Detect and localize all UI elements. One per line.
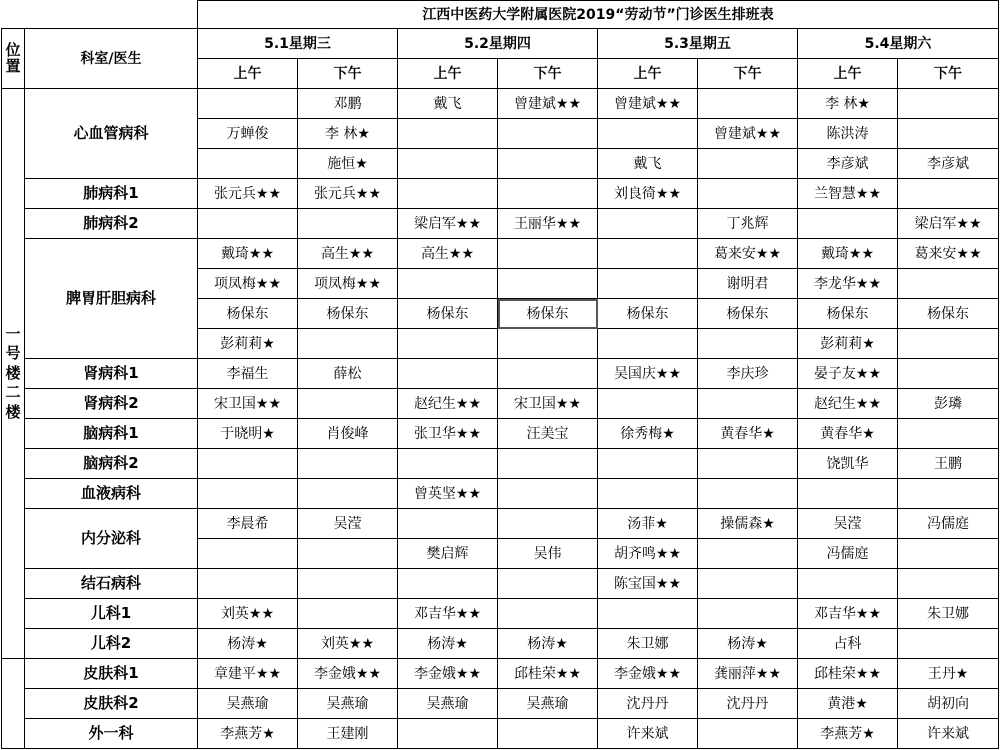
doctor-cell[interactable]: 王丽华★★	[498, 209, 598, 239]
doctor-cell[interactable]: 丁兆辉	[698, 209, 798, 239]
doctor-cell[interactable]: 刘良徛★★	[598, 179, 698, 209]
session-am: 上午	[598, 59, 698, 89]
doctor-cell[interactable]	[598, 239, 698, 269]
doctor-cell[interactable]: 杨保东	[698, 299, 798, 329]
doctor-cell[interactable]: 项凤梅★★	[298, 269, 398, 299]
doctor-cell[interactable]	[598, 269, 698, 299]
dept-name: 心血管病科	[25, 89, 198, 179]
doctor-cell[interactable]: 刘英★★	[298, 629, 398, 659]
doctor-cell[interactable]: 张元兵★★	[298, 179, 398, 209]
doctor-cell[interactable]: 项凤梅★★	[198, 269, 298, 299]
doctor-cell[interactable]: 杨保东	[798, 299, 898, 329]
doctor-cell[interactable]: 施恒★	[298, 149, 398, 179]
doctor-cell[interactable]	[698, 719, 798, 749]
doctor-cell[interactable]	[298, 539, 398, 569]
doctor-cell[interactable]: 杨涛★	[498, 629, 598, 659]
doctor-cell[interactable]: 李燕芳★	[798, 719, 898, 749]
doctor-cell[interactable]	[598, 329, 698, 359]
doctor-cell[interactable]: 曾建斌★★	[598, 89, 698, 119]
doctor-cell[interactable]	[698, 89, 798, 119]
doctor-cell[interactable]: 梁启军★★	[398, 209, 498, 239]
doctor-cell[interactable]: 吴滢	[798, 509, 898, 539]
doctor-cell[interactable]	[198, 479, 298, 509]
session-am: 上午	[198, 59, 298, 89]
doctor-cell[interactable]: 吴国庆★★	[598, 359, 698, 389]
doctor-cell[interactable]	[198, 89, 298, 119]
doctor-cell[interactable]	[798, 479, 898, 509]
doctor-cell[interactable]: 曾建斌★★	[498, 89, 598, 119]
doctor-cell[interactable]: 王丹★	[898, 659, 999, 689]
doctor-cell[interactable]: 高生★★	[298, 239, 398, 269]
schedule-row	[2, 599, 999, 629]
day-header-0: 5.1星期三	[198, 29, 398, 59]
doctor-cell[interactable]	[898, 479, 999, 509]
doctor-cell[interactable]	[898, 359, 999, 389]
doctor-cell[interactable]	[598, 479, 698, 509]
doctor-cell[interactable]	[598, 209, 698, 239]
doctor-cell[interactable]: 李龙华★★	[798, 269, 898, 299]
doctor-cell[interactable]: 赵纪生★★	[798, 389, 898, 419]
doctor-cell[interactable]	[298, 479, 398, 509]
doctor-cell[interactable]	[698, 569, 798, 599]
day-header-1: 5.2星期四	[398, 29, 598, 59]
doctor-cell[interactable]	[398, 449, 498, 479]
doctor-cell[interactable]	[198, 539, 298, 569]
schedule-row	[2, 479, 999, 509]
doctor-cell[interactable]: 戴琦★★	[198, 239, 298, 269]
doctor-cell[interactable]: 邱桂荣★★	[498, 659, 598, 689]
doctor-cell[interactable]	[398, 119, 498, 149]
schedule-row	[2, 569, 999, 599]
session-pm: 下午	[698, 59, 798, 89]
doctor-cell[interactable]	[898, 629, 999, 659]
doctor-cell[interactable]: 徐秀梅★	[598, 419, 698, 449]
floor-label: 一号楼二楼	[2, 89, 25, 659]
doctor-cell[interactable]	[398, 719, 498, 749]
doctor-cell[interactable]	[598, 119, 698, 149]
dept-name: 外一科	[25, 719, 198, 749]
doctor-cell[interactable]: 龚丽萍★★	[698, 659, 798, 689]
doctor-cell[interactable]	[898, 179, 999, 209]
doctor-cell[interactable]: 杨保东	[198, 299, 298, 329]
doctor-cell[interactable]: 王建刚	[298, 719, 398, 749]
dept-doctor-header: 科室/医生	[25, 29, 198, 89]
doctor-cell[interactable]: 李 林★	[298, 119, 398, 149]
doctor-cell[interactable]: 樊启辉	[398, 539, 498, 569]
doctor-cell[interactable]: 杨保东	[298, 299, 398, 329]
doctor-cell[interactable]: 葛来安★★	[898, 239, 999, 269]
doctor-cell[interactable]: 吴燕瑜	[198, 689, 298, 719]
doctor-cell[interactable]: 杨保东	[498, 299, 598, 329]
doctor-cell[interactable]	[498, 509, 598, 539]
schedule-body	[2, 89, 999, 749]
doctor-cell[interactable]: 万蝉俊	[198, 119, 298, 149]
doctor-cell[interactable]	[898, 329, 999, 359]
doctor-cell[interactable]: 邓吉华★★	[398, 599, 498, 629]
doctor-cell[interactable]: 冯儒庭	[798, 539, 898, 569]
schedule-row	[2, 689, 999, 719]
doctor-cell[interactable]: 李彦斌	[798, 149, 898, 179]
schedule-table	[1, 0, 999, 749]
doctor-cell[interactable]: 杨保东	[398, 299, 498, 329]
doctor-cell[interactable]: 吴伟	[498, 539, 598, 569]
doctor-cell[interactable]: 彭莉莉★	[198, 329, 298, 359]
doctor-cell[interactable]: 章建平★★	[198, 659, 298, 689]
schedule-row	[2, 239, 999, 269]
doctor-cell[interactable]	[498, 599, 598, 629]
doctor-cell[interactable]: 吴燕瑜	[298, 689, 398, 719]
doctor-cell[interactable]: 李燕芳★	[198, 719, 298, 749]
doctor-cell[interactable]: 李晨希	[198, 509, 298, 539]
doctor-cell[interactable]: 汪美宝	[498, 419, 598, 449]
day-header-row	[2, 29, 999, 59]
doctor-cell[interactable]: 李 林★	[798, 89, 898, 119]
session-pm: 下午	[298, 59, 398, 89]
doctor-cell[interactable]	[398, 269, 498, 299]
doctor-cell[interactable]: 朱卫娜	[898, 599, 999, 629]
session-pm: 下午	[498, 59, 598, 89]
doctor-cell[interactable]	[698, 479, 798, 509]
doctor-cell[interactable]: 葛来安★★	[698, 239, 798, 269]
doctor-cell[interactable]	[698, 389, 798, 419]
doctor-cell[interactable]	[398, 569, 498, 599]
doctor-cell[interactable]: 李彦斌	[898, 149, 999, 179]
doctor-cell[interactable]: 沈丹丹	[698, 689, 798, 719]
doctor-cell[interactable]: 黄春华★	[798, 419, 898, 449]
doctor-cell[interactable]: 谢明君	[698, 269, 798, 299]
doctor-cell[interactable]: 邱桂荣★★	[798, 659, 898, 689]
title-row	[2, 1, 999, 29]
dept-name: 肾病科2	[25, 389, 198, 419]
doctor-cell[interactable]	[698, 179, 798, 209]
dept-name: 血液病科	[25, 479, 198, 509]
schedule-row	[2, 89, 999, 119]
doctor-cell[interactable]: 吴燕瑜	[398, 689, 498, 719]
doctor-cell[interactable]: 梁启军★★	[898, 209, 999, 239]
doctor-cell[interactable]: 晏子友★★	[798, 359, 898, 389]
doctor-cell[interactable]	[798, 209, 898, 239]
doctor-cell[interactable]: 张元兵★★	[198, 179, 298, 209]
doctor-cell[interactable]: 戴飞	[398, 89, 498, 119]
doctor-cell[interactable]	[298, 569, 398, 599]
doctor-cell[interactable]: 杨涛★	[698, 629, 798, 659]
doctor-cell[interactable]: 肖俊峰	[298, 419, 398, 449]
doctor-cell[interactable]: 胡初向	[898, 689, 999, 719]
doctor-cell[interactable]: 杨保东	[898, 299, 999, 329]
doctor-cell[interactable]: 邓鹏	[298, 89, 398, 119]
schedule-row	[2, 629, 999, 659]
schedule-row	[2, 449, 999, 479]
doctor-cell[interactable]: 朱卫娜	[598, 629, 698, 659]
doctor-cell[interactable]: 高生★★	[398, 239, 498, 269]
doctor-cell[interactable]	[198, 569, 298, 599]
doctor-cell[interactable]	[398, 359, 498, 389]
doctor-cell[interactable]	[298, 449, 398, 479]
doctor-cell[interactable]	[498, 329, 598, 359]
dept-name: 皮肤科2	[25, 689, 198, 719]
dept-name: 内分泌科	[25, 509, 198, 569]
doctor-cell[interactable]: 宋卫国★★	[498, 389, 598, 419]
doctor-cell[interactable]: 李金娥★★	[598, 659, 698, 689]
doctor-cell[interactable]: 宋卫国★★	[198, 389, 298, 419]
table-title: 江西中医药大学附属医院2019“劳动节”门诊医生排班表	[198, 1, 999, 29]
doctor-cell[interactable]	[698, 329, 798, 359]
doctor-cell[interactable]: 于晓明★	[198, 419, 298, 449]
doctor-cell[interactable]: 吴滢	[298, 509, 398, 539]
doctor-cell[interactable]	[898, 419, 999, 449]
doctor-cell[interactable]	[498, 239, 598, 269]
dept-name: 儿科2	[25, 629, 198, 659]
doctor-cell[interactable]	[898, 539, 999, 569]
doctor-cell[interactable]: 汤菲★	[598, 509, 698, 539]
doctor-cell[interactable]	[598, 389, 698, 419]
schedule-row	[2, 659, 999, 689]
schedule-row	[2, 179, 999, 209]
doctor-cell[interactable]: 兰智慧★★	[798, 179, 898, 209]
doctor-cell[interactable]	[898, 119, 999, 149]
doctor-cell[interactable]: 操儒森★	[698, 509, 798, 539]
doctor-cell[interactable]	[398, 509, 498, 539]
doctor-cell[interactable]	[198, 449, 298, 479]
doctor-cell[interactable]	[698, 539, 798, 569]
doctor-cell[interactable]	[498, 479, 598, 509]
dept-name: 脑病科1	[25, 419, 198, 449]
doctor-cell[interactable]: 彭莉莉★	[798, 329, 898, 359]
doctor-cell[interactable]: 冯儒庭	[898, 509, 999, 539]
doctor-cell[interactable]: 戴飞	[598, 149, 698, 179]
doctor-cell[interactable]	[298, 209, 398, 239]
dept-name: 结石病科	[25, 569, 198, 599]
dept-name: 儿科1	[25, 599, 198, 629]
doctor-cell[interactable]: 李金娥★★	[298, 659, 398, 689]
doctor-cell[interactable]	[298, 329, 398, 359]
dept-name: 肾病科1	[25, 359, 198, 389]
doctor-cell[interactable]	[698, 599, 798, 629]
dept-name: 皮肤科1	[25, 659, 198, 689]
doctor-cell[interactable]: 邓吉华★★	[798, 599, 898, 629]
dept-name: 脾胃肝胆病科	[25, 239, 198, 359]
blank-corner	[2, 1, 198, 29]
doctor-cell[interactable]	[898, 269, 999, 299]
day-header-2: 5.3星期五	[598, 29, 798, 59]
doctor-cell[interactable]: 陈洪涛	[798, 119, 898, 149]
doctor-cell[interactable]: 杨涛★	[398, 629, 498, 659]
doctor-cell[interactable]: 曾建斌★★	[698, 119, 798, 149]
doctor-cell[interactable]	[498, 569, 598, 599]
doctor-cell[interactable]	[598, 449, 698, 479]
schedule-row	[2, 389, 999, 419]
doctor-cell[interactable]	[698, 449, 798, 479]
doctor-cell[interactable]	[698, 149, 798, 179]
doctor-cell[interactable]	[198, 149, 298, 179]
doctor-cell[interactable]: 饶凯华	[798, 449, 898, 479]
doctor-cell[interactable]	[398, 179, 498, 209]
doctor-cell[interactable]: 黄春华★	[698, 419, 798, 449]
session-pm: 下午	[898, 59, 999, 89]
schedule-row	[2, 359, 999, 389]
session-am: 上午	[398, 59, 498, 89]
position-header: 位置	[2, 29, 25, 89]
doctor-cell[interactable]	[398, 329, 498, 359]
doctor-cell[interactable]	[898, 89, 999, 119]
doctor-cell[interactable]: 李福生	[198, 359, 298, 389]
doctor-cell[interactable]: 彭璘	[898, 389, 999, 419]
doctor-cell[interactable]: 杨保东	[598, 299, 698, 329]
doctor-cell[interactable]: 刘英★★	[198, 599, 298, 629]
doctor-cell[interactable]: 李庆珍	[698, 359, 798, 389]
doctor-cell[interactable]	[598, 599, 698, 629]
doctor-cell[interactable]	[298, 389, 398, 419]
doctor-cell[interactable]: 占科	[798, 629, 898, 659]
doctor-cell[interactable]	[498, 149, 598, 179]
doctor-cell[interactable]	[798, 569, 898, 599]
doctor-cell[interactable]: 胡齐鸣★★	[598, 539, 698, 569]
doctor-cell[interactable]: 赵纪生★★	[398, 389, 498, 419]
schedule-row	[2, 209, 999, 239]
doctor-cell[interactable]	[898, 569, 999, 599]
doctor-cell[interactable]	[298, 599, 398, 629]
doctor-cell[interactable]: 陈宝国★★	[598, 569, 698, 599]
dept-name: 肺病科1	[25, 179, 198, 209]
doctor-cell[interactable]: 黄港★	[798, 689, 898, 719]
doctor-cell[interactable]	[198, 209, 298, 239]
doctor-cell[interactable]: 薛松	[298, 359, 398, 389]
dept-name: 脑病科2	[25, 449, 198, 479]
doctor-cell[interactable]: 王鹏	[898, 449, 999, 479]
doctor-cell[interactable]	[498, 719, 598, 749]
dept-name: 肺病科2	[25, 209, 198, 239]
day-header-3: 5.4星期六	[798, 29, 999, 59]
doctor-cell[interactable]	[498, 449, 598, 479]
session-am: 上午	[798, 59, 898, 89]
floor-label	[2, 659, 25, 749]
doctor-cell[interactable]: 曾英坚★★	[398, 479, 498, 509]
doctor-cell[interactable]	[498, 119, 598, 149]
doctor-cell[interactable]: 戴琦★★	[798, 239, 898, 269]
doctor-cell[interactable]: 杨涛★	[198, 629, 298, 659]
doctor-cell[interactable]: 吴燕瑜	[498, 689, 598, 719]
schedule-row	[2, 719, 999, 749]
doctor-cell[interactable]	[498, 179, 598, 209]
doctor-cell[interactable]: 许来斌	[598, 719, 698, 749]
doctor-cell[interactable]: 沈丹丹	[598, 689, 698, 719]
doctor-cell[interactable]: 张卫华★★	[398, 419, 498, 449]
doctor-cell[interactable]: 许来斌	[898, 719, 999, 749]
schedule-row	[2, 509, 999, 539]
doctor-cell[interactable]: 李金娥★★	[398, 659, 498, 689]
schedule-row	[2, 419, 999, 449]
doctor-cell[interactable]	[498, 269, 598, 299]
doctor-cell[interactable]	[398, 149, 498, 179]
doctor-cell[interactable]	[498, 359, 598, 389]
